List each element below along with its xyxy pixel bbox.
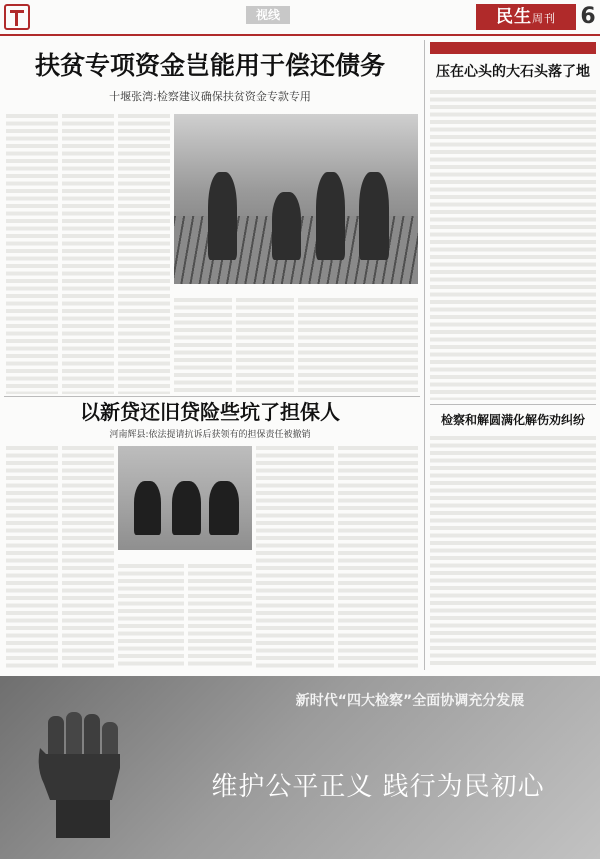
text-placeholder (174, 298, 232, 394)
text-placeholder (338, 446, 418, 668)
person-figure (134, 481, 161, 535)
text-placeholder (188, 564, 252, 668)
second-column-6 (338, 446, 418, 668)
story-divider (4, 396, 420, 397)
second-photo (118, 446, 252, 550)
person-figure (209, 481, 238, 535)
person-figure (172, 481, 201, 535)
text-placeholder (62, 114, 114, 394)
column-divider (424, 40, 425, 670)
text-placeholder (430, 90, 596, 400)
page-number: 6 (580, 4, 596, 29)
second-headline: 以新贷还旧贷险些坑了担保人 (80, 400, 340, 424)
right-banner (430, 42, 596, 54)
raised-fist-icon (26, 708, 138, 838)
text-placeholder (6, 446, 58, 668)
section-tag: 视线 (246, 6, 290, 24)
lead-column-4 (174, 298, 232, 394)
right-story2-headline: 检察和解圆满化解伤劝纠纷 (440, 413, 585, 427)
lead-column-6 (298, 298, 418, 394)
right-story2-body (430, 436, 596, 668)
text-placeholder (118, 564, 184, 668)
second-photo-caption (118, 552, 252, 560)
header-dateline (36, 3, 236, 29)
lead-photo-caption (174, 286, 418, 294)
person-figure (316, 172, 345, 260)
source-watermark (528, 838, 594, 852)
person-figure (208, 172, 237, 260)
newspaper-logo-icon (4, 4, 30, 30)
lead-column-3 (118, 114, 170, 394)
ad-banner-slogan: 维护公平正义 践行为民初心 (211, 772, 545, 802)
text-placeholder (430, 436, 596, 668)
person-figure (359, 172, 388, 260)
second-column-5 (256, 446, 334, 668)
second-column-2 (62, 446, 114, 668)
text-placeholder (6, 114, 58, 394)
text-placeholder (62, 446, 114, 668)
ad-banner-title: 新时代“四大检察”全面协调充分发展 (295, 693, 525, 709)
second-column-4 (188, 564, 252, 668)
story-divider (430, 404, 596, 405)
brand-title: 民生 (496, 7, 532, 27)
lead-column-1 (6, 114, 58, 394)
text-placeholder (298, 298, 418, 394)
second-column-3 (118, 564, 184, 668)
lead-photo (174, 114, 418, 284)
lead-column-2 (62, 114, 114, 394)
text-placeholder (118, 114, 170, 394)
lead-column-5 (236, 298, 294, 394)
person-figure (272, 192, 301, 260)
brand-subtitle: 周刊 (532, 12, 556, 25)
second-subhead: 河南辉县:依法提请抗诉后获领有的担保责任被撤销 (109, 430, 311, 440)
right-story1-body (430, 90, 596, 400)
second-column-1 (6, 446, 58, 668)
lead-headline: 扶贫专项资金岂能用于偿还债务 (34, 51, 385, 80)
right-story1-headline: 压在心头的大石头落了地 (436, 64, 590, 80)
supplement-brand (476, 4, 576, 30)
lead-subhead: 十堰张湾:检察建议确保扶贫资金专款专用 (109, 90, 311, 103)
page-header (0, 0, 600, 36)
text-placeholder (236, 298, 294, 394)
text-placeholder (256, 446, 334, 668)
